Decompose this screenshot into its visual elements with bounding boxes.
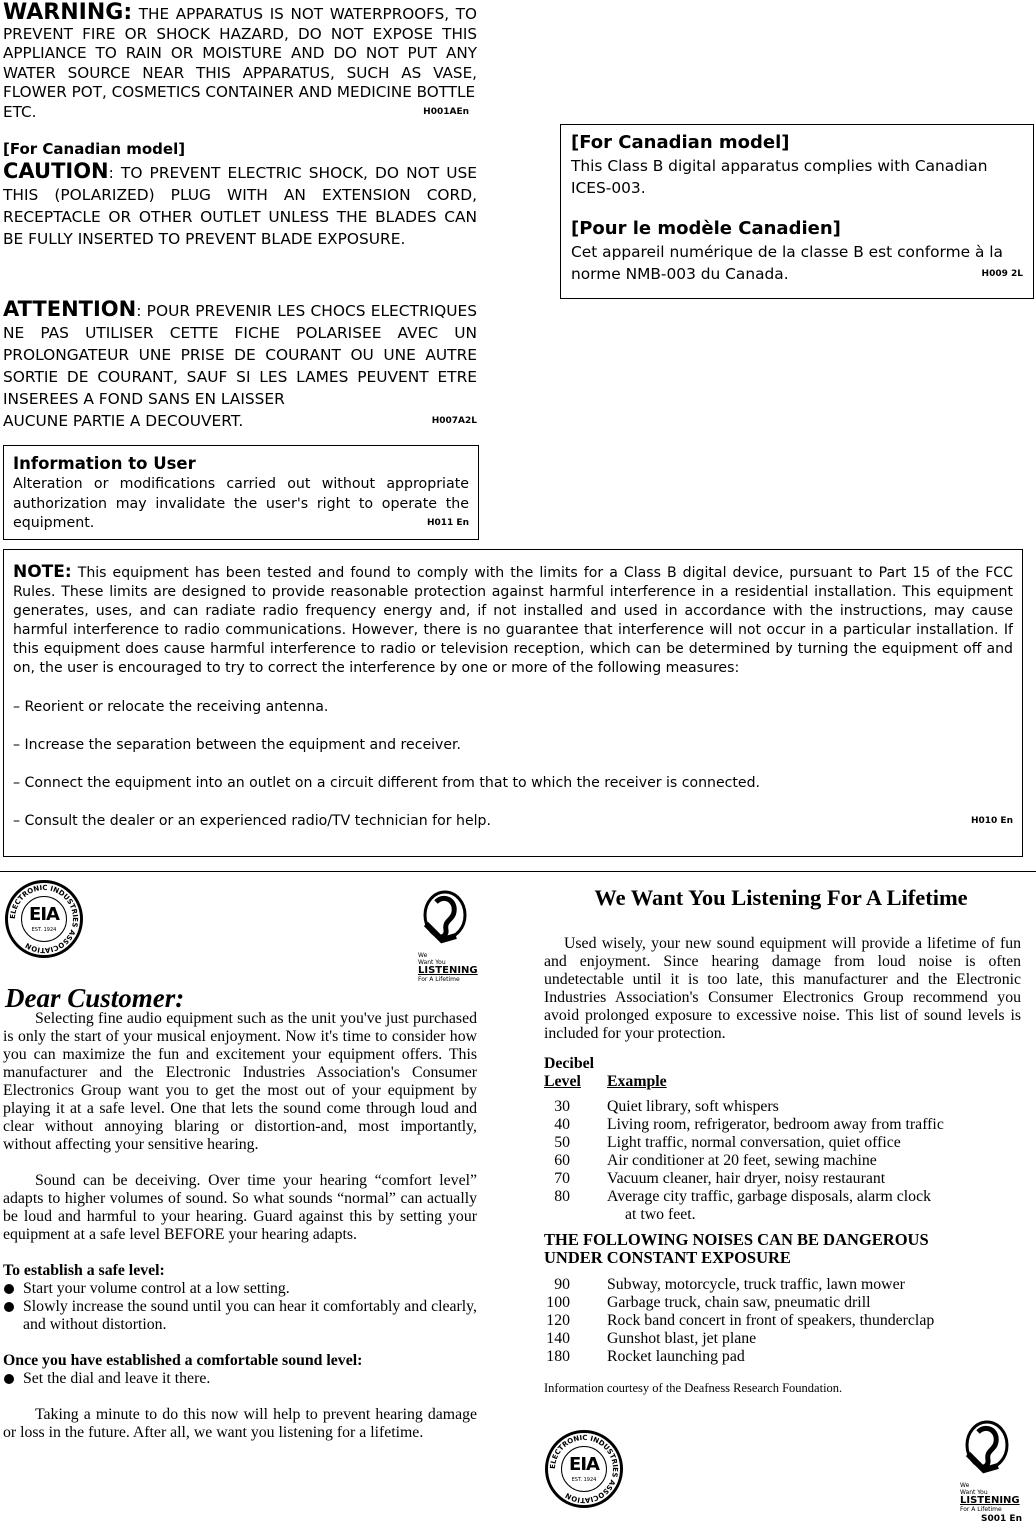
eia-inner [561,1446,607,1492]
note-code: H010 En [970,816,1013,827]
attention-last-line [3,410,477,432]
safe-level-heading: To establish a safe level: [3,1262,165,1279]
dear-customer-body [3,1010,477,1460]
page-code: S001 En [981,1514,1022,1524]
ices-box [560,124,1034,299]
attention-lead: ATTENTION [3,297,137,321]
dear-paragraph-1: Selecting fine audio equipment such as the unit you've just purchased is only the start of your musical enjoyment. Now it's time to consider how you can maximize the fun and excitement your equipment offers. This manufacturer and the Electronic Industries Association's Consumer Electronics Group want you to get the most out of your equipment by playing it at a safe level. One that lets the sound come through loud and clear without annoying blaring or distortion-and, most importantly, without affecting your sensitive hearing. [3,1010,477,1153]
warning-text: THE APPARATUS IS NOT WATERPROOFS, TO PREVENT FIRE OR SHOCK HAZARD, DO NOT EXPOSE THIS APPLIANCE TO RAIN OR MOISTURE AND DO NOT PUT ANY WATER SOURCE NEAR THIS APPARATUS, SUCH AS VASE, FLOWER POT, COSMETICS CONTAINER AND MEDICINE BOTTLE [3,5,477,102]
caution-text: : TO PREVENT ELECTRIC SHOCK, DO NOT USE THIS (POLARIZED) PLUG WITH AN EXTENSION CORD, RECEPTACLE OR OTHER OUTLET UNLESS THE BLADES CAN BE FULLY INSERTED TO PREVENT BLADE EXPOSURE. [3,164,477,248]
level-column-header: Level [544,1073,581,1090]
warning-lead: WARNING: [3,0,133,25]
warning-last: ETC. [3,102,37,121]
listen-word: LISTENING [960,1495,1020,1506]
ices-code: H009 2L [981,269,1023,279]
warning-code: H001AEn [423,106,469,117]
section-divider [0,871,1036,872]
note-measure: – Consult the dealer or an experienced radio/TV technician for help. [13,813,491,830]
listen-we: We [960,1482,970,1489]
warning-last-line [3,103,477,123]
comfort-level-list [3,1370,477,1388]
svg-text:ELECTRONIC INDUSTRIES ASSOCIAT: ELECTRONIC INDUSTRIES ASSOCIATION [548,1433,620,1505]
lifetime-intro: Used wisely, your new sound equipment will provide a lifetime of fun and enjoyment. Since hearing damage from loud noise is often undetectable until it is too late, this manufacturer and the Electronic Industries Association's Consumer Electronics Group recommend you avoid prolonged exposure to excessive noise. This list of sound levels is included for your protection. [544,935,1021,1042]
info-box [3,445,479,540]
info-header: Information to User [13,454,196,473]
warning-notice [3,0,477,123]
eia-logo [545,1430,623,1508]
caution-lead: CAUTION [3,159,109,183]
eia-est: EST. 1924 [31,927,57,933]
example-column-header: Example [607,1073,667,1090]
fcc-note-box [3,549,1023,857]
ices-fr-block [571,241,1023,285]
info-block [13,475,469,534]
list-item: Set the dial and leave it there. [3,1370,477,1388]
ices-text-fr: Cet appareil numérique de la classe B est conforme à la norme NMB-003 du Canada. [571,243,1003,283]
listen-lifetime: For A Lifetime [960,1506,1002,1513]
dear-paragraph-3: Taking a minute to do this now will help to prevent hearing damage or loss in the future. After all, we want you listening for a lifetime. [3,1406,477,1441]
decibel-label: Decibel [544,1055,595,1072]
listen-word: LISTENING [418,965,478,976]
listen-we: We [418,952,428,959]
ear-icon [422,890,468,948]
bullet-icon [4,1374,14,1384]
listening-logo [956,1420,1018,1513]
eia-logo [5,880,83,958]
ices-text-en: This Class B digital apparatus complies with Canadian ICES-003. [571,157,988,197]
listen-want: Want You [418,959,446,966]
dear-paragraph-2: Sound can be deceiving. Over time your hearing “comfort level” adapts to higher volumes of sound. So what sounds “normal” can actually be loud and harmful to your hearing. Guard against this by setting your equipment at a safe level BEFORE your hearing adapts. [3,1172,477,1243]
list-item: Slowly increase the sound until you can hear it comfortably and clearly, and without distortion. [3,1298,477,1334]
ear-icon [964,1420,1010,1478]
canadian-header: [For Canadian model] [3,140,186,158]
note-text: This equipment has been tested and found to comply with the limits for a Class B digital device, pursuant to Part 15 of the FCC Rules. These limits are designed to provide reasonable protection against harmful interference in a residential installation. This equipment generates, uses, and can radiate radio frequency energy and, if not installed and used in accordance with the instructions, may cause harmful interference to radio communications. However, there is no guarantee that interference will not occur in a particular installation. If this equipment does cause harmful interference to radio or television reception, which can be determined by turning the equipment off and on, the user is encouraged to try to correct the interference by one or more of the following measures: [13,565,1013,677]
listening-logo [414,890,476,983]
lifetime-title: We Want You Listening For A Lifetime [594,885,968,910]
canadian-caution [3,138,477,250]
courtesy-note: Information courtesy of the Deafness Research Foundation. [544,1381,843,1395]
list-item: Start your volume control at a low setting. [3,1280,477,1298]
note-measure: – Reorient or relocate the receiving antenna. [13,698,329,715]
danger-line-1: THE FOLLOWING NOISES CAN BE DANGEROUS [544,1230,929,1249]
note-measure-last [13,812,1013,831]
attention-code: H007A2L [431,416,477,426]
danger-line-2: UNDER CONSTANT EXPOSURE [544,1248,791,1267]
bullet-icon [4,1302,14,1312]
eia-inner [21,896,67,942]
comfort-level-heading: Once you have established a comfortable sound level: [3,1352,363,1369]
note-body [13,563,1013,679]
level-table-header [544,1055,667,1091]
listen-lifetime: For A Lifetime [418,976,460,983]
attention-text: : POUR PREVENIR LES CHOCS ELECTRIQUES NE PAS UTILISER CETTE FICHE POLARISEE AVEC UN PROLONGATEUR UNE PRISE DE COURANT OU UNE AUTRE SORTIE DE COURANT, SAUF SI LES LAMES PEUVENT ETRE INSEREES A FOND SANS EN LAISSER [3,302,477,408]
note-lead: NOTE: [13,562,72,582]
attention-last: AUCUNE PARTIE A DECOUVERT. [3,412,244,430]
eia-mark: EIA [29,904,59,925]
safe-level-list [3,1280,477,1334]
listen-want: Want You [960,1489,988,1496]
note-measure: – Connect the equipment into an outlet on a circuit different from that to which the receiver is connected. [13,775,761,792]
info-code: H011 En [426,518,469,528]
eia-est: EST. 1924 [571,1477,597,1483]
attention-notice [3,298,477,432]
danger-heading [544,1231,929,1267]
info-text: Alteration or modifications carried out without appropriate authorization may invalidate the user's right to operate the equipment. [13,476,469,531]
eia-mark: EIA [569,1454,599,1475]
ices-header-fr: [Pour le modèle Canadien] [571,218,841,239]
svg-text:ELECTRONIC INDUSTRIES ASSOCIAT: ELECTRONIC INDUSTRIES ASSOCIATION [8,883,80,955]
ices-header-en: [For Canadian model] [571,132,790,153]
note-measure: – Increase the separation between the equipment and receiver. [13,736,462,753]
bullet-icon [4,1284,14,1294]
dear-greeting: Dear Customer: [5,983,185,1013]
